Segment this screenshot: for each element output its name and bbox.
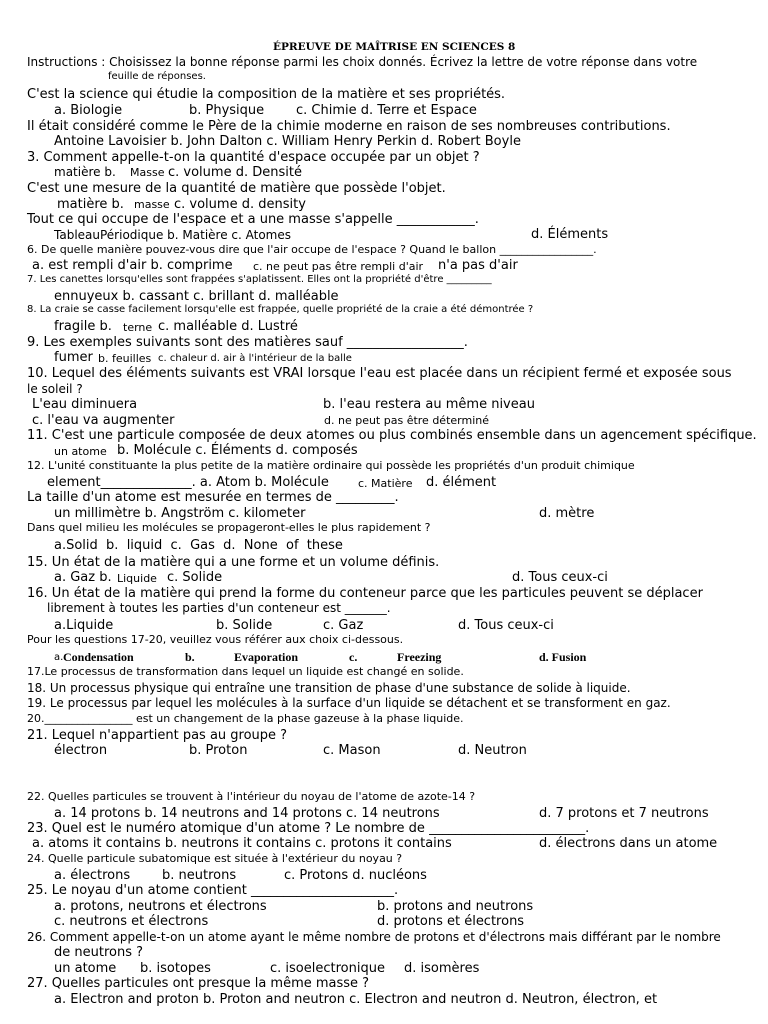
q17-20-intro: Pour les questions 17-20, veuillez vous référer aux choix ci-dessous. <box>27 633 404 646</box>
question-11: 11. C'est une particule composée de deux atomes ou plus combinés ensemble dans un agencement spécifique. <box>27 428 757 443</box>
q12-options-3: d. élément <box>426 475 497 490</box>
question-16-line-1: 16. Un état de la matière qui prend la forme du conteneur parce que les particules peuvent se déplacer <box>27 586 703 601</box>
q7-options: ennuyeux b. cassant c. brillant d. malléable <box>54 289 339 304</box>
q3-options-1: matière b. <box>54 165 116 179</box>
q13-options-1: un millimètre b. Angström c. kilometer <box>54 506 306 521</box>
question-26-line-2: de neutrons ? <box>54 945 144 960</box>
question-25: 25. Le noyau d'un atome contient ______________________. <box>27 883 399 898</box>
q22-options-2: d. 7 protons et 7 neutrons <box>539 806 709 821</box>
instructions-line-1: Instructions : Choisissez la bonne réponse parmi les choix donnés. Écrivez la lettre de votre réponse dans votre <box>27 55 698 69</box>
question-6: 6. De quelle manière pouvez-vous dire que l'air occupe de l'espace ? Quand le ballon _________________. <box>27 243 597 256</box>
q1-option-a: a. Biologie <box>54 103 123 118</box>
q5-options-1: TableauPériodique b. Matière c. Atomes <box>54 228 291 242</box>
question-21: 21. Lequel n'appartient pas au groupe ? <box>27 728 288 743</box>
q24-option-b: b. neutrons <box>162 868 237 883</box>
q8-options-1: fragile b. <box>54 319 112 334</box>
q4-options-2: masse <box>134 198 170 211</box>
q15-options-4: d. Tous ceux-ci <box>512 570 608 585</box>
q2-options: Antoine Lavoisier b. John Dalton c. William Henry Perkin d. Robert Boyle <box>54 134 521 149</box>
q22-options-1: a. 14 protons b. 14 neutrons and 14 protons c. 14 neutrons <box>54 806 440 821</box>
q10-option-b: b. l'eau restera au même niveau <box>323 397 535 412</box>
q3-options-2: Masse <box>130 166 165 179</box>
q9-options-1: fumer <box>54 350 93 365</box>
q1-option-b: b. Physique <box>189 103 265 118</box>
question-17: 17.Le processus de transformation dans lequel un liquide est changé en solide. <box>27 665 464 678</box>
question-12: 12. L'unité constituante la plus petite de la matière ordinaire qui possède les propriétés d'un produit chimique <box>27 459 635 472</box>
q25-option-a: a. protons, neutrons et électrons <box>54 899 267 914</box>
q16-option-d: d. Tous ceux-ci <box>458 618 554 633</box>
q26-option-c: c. isoelectronique <box>270 961 385 976</box>
q10-option-c: c. l'eau va augmenter <box>32 413 175 428</box>
question-4: C'est une mesure de la quantité de matière que possède l'objet. <box>27 181 446 196</box>
question-13: La taille d'un atome est mesurée en termes de _________. <box>27 490 399 505</box>
question-1: C'est la science qui étudie la composition de la matière et ses propriétés. <box>27 87 506 102</box>
question-2: Il était considéré comme le Père de la chimie moderne en raison de ses nombreuses contributions. <box>27 119 671 134</box>
q21-option-b: b. Proton <box>189 743 248 758</box>
choice-c-freezing: Freezing <box>397 650 442 664</box>
question-5: Tout ce qui occupe de l'espace et a une masse s'appelle ____________. <box>27 212 479 227</box>
q16-option-b: b. Solide <box>216 618 273 633</box>
q6-options-2: c. ne peut pas être rempli d'air <box>253 260 424 273</box>
choice-d-fusion: d. Fusion <box>539 650 587 664</box>
q4-options-1: matière b. <box>57 197 124 212</box>
q1-option-cd: c. Chimie d. Terre et Espace <box>296 103 477 118</box>
choice-b-evaporation: Evaporation <box>234 650 299 664</box>
question-27: 27. Quelles particules ont presque la même masse ? <box>27 976 370 991</box>
q15-options-3: c. Solide <box>167 570 223 585</box>
q10-option-d: d. ne peut pas être déterminé <box>324 414 489 427</box>
q6-options-1: a. est rempli d'air b. comprime <box>32 258 233 273</box>
q6-options-3: n'a pas d'air <box>438 258 518 273</box>
q12-options-1: element______________. a. Atom b. Molécule <box>47 475 329 490</box>
q26-option-b: b. isotopes <box>140 961 211 976</box>
q11-options-2: b. Molécule c. Éléments d. composés <box>117 443 358 458</box>
choice-b-letter: b. <box>185 650 195 664</box>
q24-option-cd: c. Protons d. nucléons <box>284 868 427 883</box>
question-7: 7. Les canettes lorsqu'elles sont frappées s'aplatissent. Elles ont la propriété d'être _________ <box>27 274 492 285</box>
q25-option-c: c. neutrons et électrons <box>54 914 209 929</box>
q27-options: a. Electron and proton b. Proton and neutron c. Electron and neutron d. Neutron, électron, et <box>54 992 658 1007</box>
q4-options-3: c. volume d. density <box>174 197 306 212</box>
question-10-line-2: le soleil ? <box>27 382 83 396</box>
choice-a-letter: a. <box>54 652 64 663</box>
q21-option-a: électron <box>54 743 108 758</box>
question-18: 18. Un processus physique qui entraîne une transition de phase d'une substance de solide à liquide. <box>27 681 631 695</box>
q16-option-c: c. Gaz <box>323 618 364 633</box>
q15-options-2: Liquide <box>117 572 157 585</box>
q9-options-2: b. feuilles <box>98 352 152 365</box>
question-24: 24. Quelle particule subatomique est située à l'extérieur du noyau ? <box>27 852 403 865</box>
q14-options: a.Solid b. liquid c. Gas d. None of these <box>54 538 343 553</box>
q25-option-d: d. protons et électrons <box>377 914 525 929</box>
q12-options-2: c. Matière <box>358 477 413 490</box>
instructions-line-2: feuille de réponses. <box>108 71 206 82</box>
q23-options-2: d. électrons dans un atome <box>539 836 718 851</box>
q21-option-c: c. Mason <box>323 743 381 758</box>
question-8: 8. La craie se casse facilement lorsqu'elle est frappée, quelle propriété de la craie a été démontrée ? <box>27 304 534 315</box>
question-19: 19. Le processus par lequel les molécules à la surface d'un liquide se détachent et se transforment en gaz. <box>27 696 671 710</box>
q26-option-d: d. isomères <box>404 961 480 976</box>
q8-options-2: terne <box>123 321 153 334</box>
q3-options-3: c. volume d. Densité <box>168 165 302 180</box>
question-9: 9. Les exemples suivants sont des matières sauf __________________. <box>27 335 468 350</box>
question-26-line-1: 26. Comment appelle-t-on un atome ayant le même nombre de protons et d'électrons mais différant par le nombre <box>27 930 721 944</box>
question-22: 22. Quelles particules se trouvent à l'intérieur du noyau de l'atome de azote-14 ? <box>27 790 476 803</box>
q11-options-1: un atome <box>54 445 107 458</box>
q10-option-a: L'eau diminuera <box>32 397 138 412</box>
question-14: Dans quel milieu les molécules se propageront-elles le plus rapidement ? <box>27 521 431 534</box>
q25-option-b: b. protons and neutrons <box>377 899 534 914</box>
choice-a-condensation: Condensation <box>63 650 134 664</box>
page-title: ÉPREUVE DE MAÎTRISE EN SCIENCES 8 <box>273 41 516 53</box>
question-16-line-2: librement à toutes les parties d'un conteneur est _______. <box>47 601 391 615</box>
q13-options-2: d. mètre <box>539 506 595 521</box>
q9-options-3: c. chaleur d. air à l'intérieur de la balle <box>158 353 352 364</box>
question-23: 23. Quel est le numéro atomique d'un atome ? Le nombre de ________________________. <box>27 821 590 836</box>
q5-options-2: d. Éléments <box>531 227 609 242</box>
q23-options-1: a. atoms it contains b. neutrons it contains c. protons it contains <box>32 836 452 851</box>
q24-option-a: a. électrons <box>54 868 131 883</box>
q26-option-a: un atome <box>54 961 117 976</box>
question-15: 15. Un état de la matière qui a une forme et un volume définis. <box>27 555 440 570</box>
q15-options-1: a. Gaz b. <box>54 570 112 585</box>
question-3: 3. Comment appelle-t-on la quantité d'espace occupée par un objet ? <box>27 150 480 165</box>
question-10-line-1: 10. Lequel des éléments suivants est VRAI lorsque l'eau est placée dans un récipient fermé et exposée sous <box>27 366 732 381</box>
q8-options-3: c. malléable d. Lustré <box>158 319 298 334</box>
q16-option-a: a.Liquide <box>54 618 114 633</box>
choice-c-letter: c. <box>349 650 358 664</box>
q21-option-d: d. Neutron <box>458 743 527 758</box>
question-20: 20.________________ est un changement de la phase gazeuse à la phase liquide. <box>27 712 464 725</box>
